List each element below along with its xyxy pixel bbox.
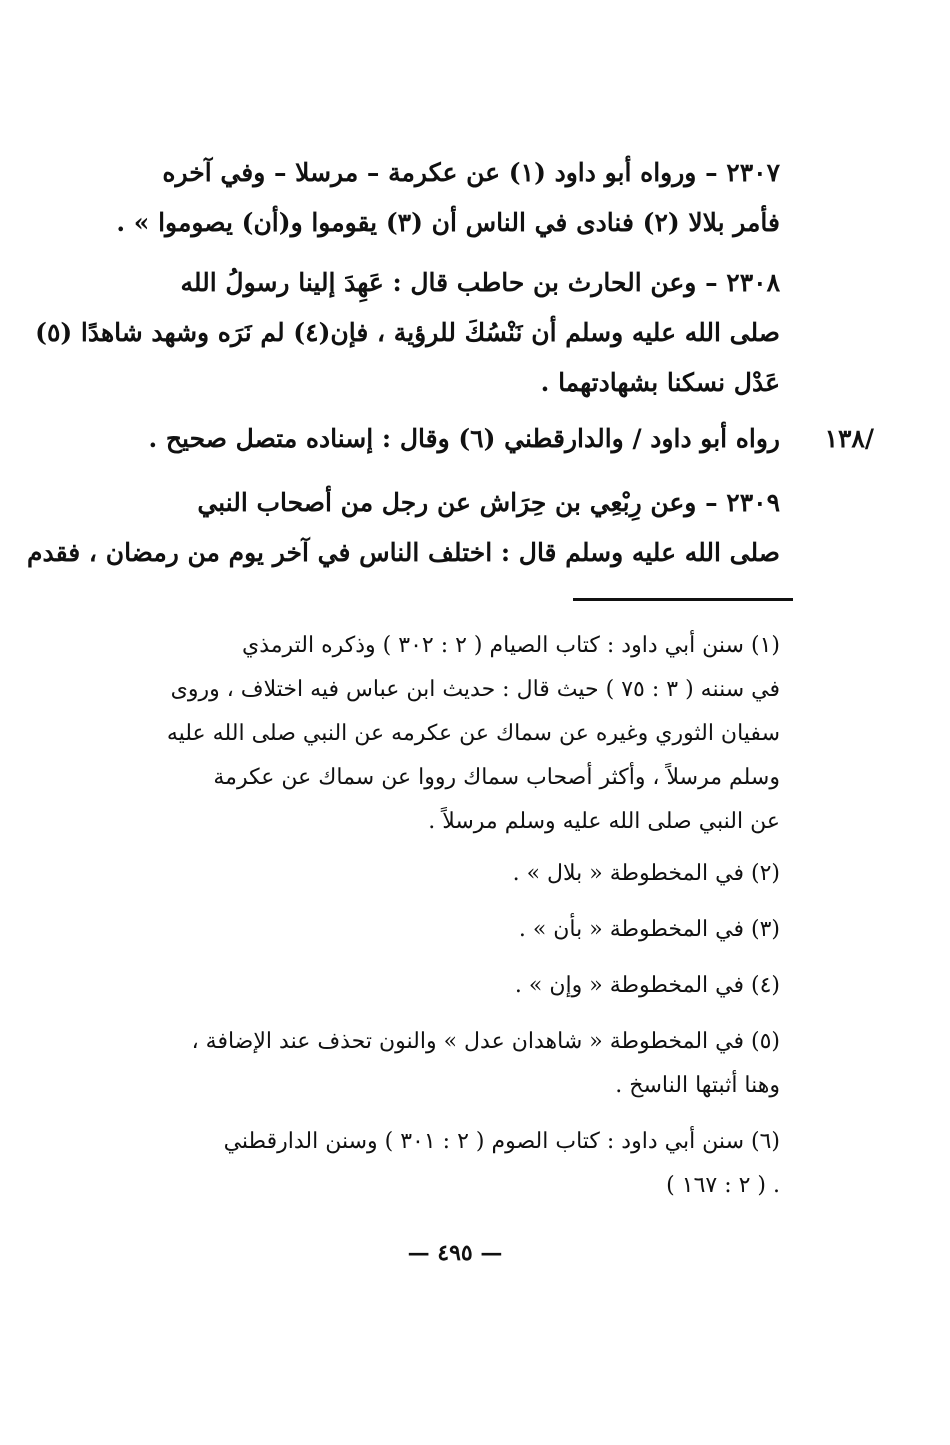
footnote-3: (٣) في المخطوطة « بأن » .: [518, 917, 780, 942]
hadith-2307-line-2: فأمر بلالا (٢) فنادى في الناس أن (٣) يقوموا و(أن) يصوموا » .: [116, 208, 780, 237]
hadith-2308-line-2: صلى الله عليه وسلم أن نَنْسُكَ للرؤية ، فإن(٤) لم نَرَه وشهد شاهدًا (٥): [35, 318, 780, 347]
hadith-2309-line-2: صلى الله عليه وسلم قال : اختلف الناس في آخر يوم من رمضان ، فقدم: [27, 538, 780, 567]
margin-folio-note: /١٣٨: [824, 424, 874, 453]
footnote-1-line-4: وسلم مرسلاً ، وأكثر أصحاب سماك رووا عن سماك عن عكرمة: [213, 765, 780, 790]
footnote-1-line-3: سفيان الثوري وغيره عن سماك عن عكرمه عن النبي صلى الله عليه: [166, 721, 780, 746]
hadith-2308-line-3: عَدْل نسكنا بشهادتهما .: [540, 368, 780, 397]
footnote-4: (٤) في المخطوطة « وإن » .: [514, 973, 780, 998]
footnote-6-line-2: ( ٢ : ١٦٧ ) .: [666, 1173, 780, 1198]
footnote-1-line-1: (١) سنن أبي داود : كتاب الصيام ( ٢ : ٣٠٢ ) وذكره الترمذي: [241, 633, 780, 658]
footnote-5-line-1: (٥) في المخطوطة « شاهدان عدل » والنون تحذف عند الإضافة ،: [191, 1029, 780, 1054]
hadith-2307-line-1: ٢٣٠٧ – ورواه أبو داود (١) عن عكرمة – مرسلا – وفي آخره: [162, 158, 780, 187]
footnote-1-line-5: عن النبي صلى الله عليه وسلم مرسلاً .: [428, 809, 780, 834]
hadith-2309-line-1: ٢٣٠٩ – وعن رِبْعِي بن حِرَاش عن رجل من أصحاب النبي: [197, 488, 780, 517]
hadith-2308-line-1: ٢٣٠٨ – وعن الحارث بن حاطب قال : عَهِدَ إلينا رسولُ الله: [180, 268, 780, 297]
hadith-2308-source: رواه أبو داود / والدارقطني (٦) وقال : إسناده متصل صحيح .: [148, 424, 780, 453]
footnote-separator: [573, 598, 793, 601]
page-number: — ٤٩٥ —: [407, 1240, 503, 1266]
footnote-5-line-2: وهنا أثبتها الناسخ .: [615, 1073, 780, 1098]
footnote-1-line-2: في سننه ( ٣ : ٧٥ ) حيث قال : حديث ابن عباس فيه اختلاف ، وروى: [170, 677, 780, 702]
footnote-2: (٢) في المخطوطة « بلال » .: [512, 861, 780, 886]
footnote-6-line-1: (٦) سنن أبي داود : كتاب الصوم ( ٢ : ٣٠١ ) وسنن الدارقطني: [223, 1129, 780, 1154]
